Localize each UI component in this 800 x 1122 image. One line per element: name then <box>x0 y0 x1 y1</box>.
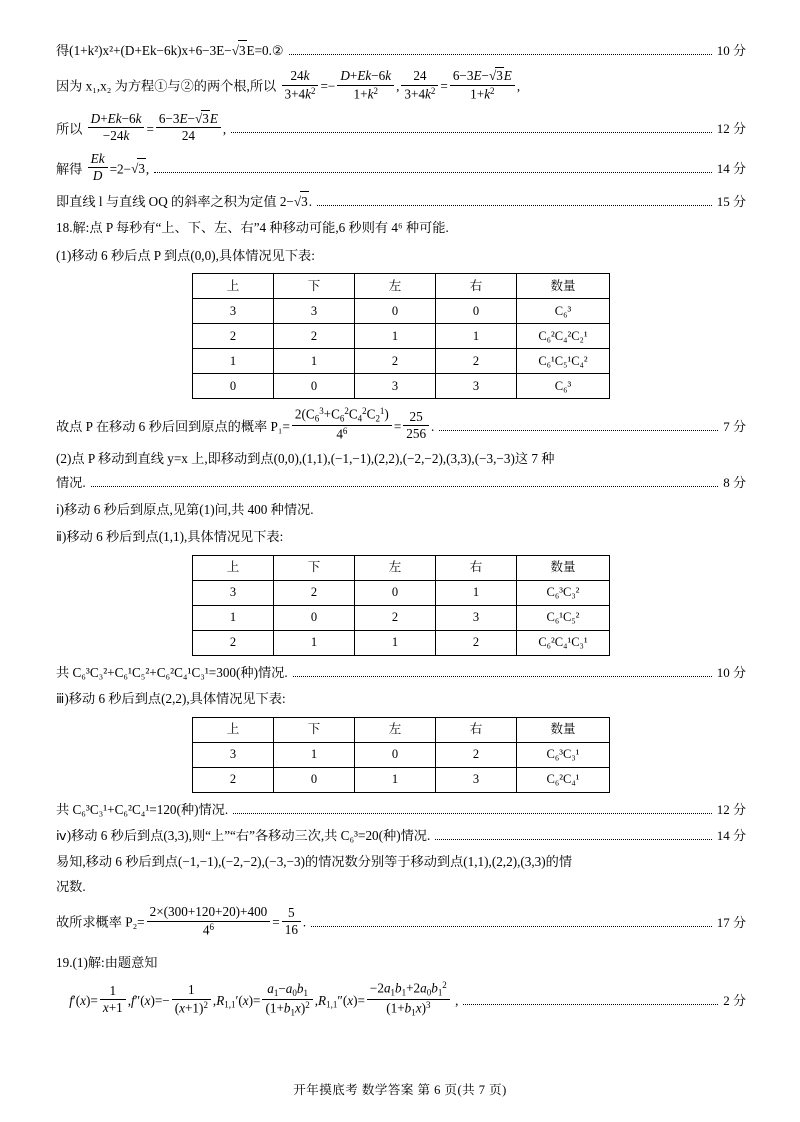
table-row <box>193 299 610 324</box>
score-2: 2 分 <box>723 993 746 1009</box>
frac-5-16: $\frac{5}{16}$ <box>282 905 301 939</box>
col-up: 上 <box>193 717 274 742</box>
equation-2-lead: 因为 x₁,x₂ 为方程①与②的两个根,所以 <box>56 79 277 95</box>
table-row <box>193 324 610 349</box>
frac-prob1: $\frac{2(C_6^3+C_6^2C_4^2C_2^1)}{4^6}$ <box>292 406 392 443</box>
equation-line-1 <box>56 40 746 61</box>
cell-down: 1 <box>274 630 355 655</box>
frac-1-over-xplus1: $\frac{1}{x+1}$ <box>100 983 126 1017</box>
q18-probability-1-line <box>56 406 746 443</box>
col-up: 上 <box>193 555 274 580</box>
col-down: 下 <box>274 555 355 580</box>
cell-right: 2 <box>436 630 517 655</box>
cell-down: 1 <box>274 349 355 374</box>
q19-derivatives-line <box>56 980 746 1018</box>
frac-6-3E-sqrt3E-over-24: $\frac{6-3E-√3E}{24}$ <box>156 110 221 145</box>
table-move-to-2-2 <box>192 717 610 793</box>
q18-case-i: ⅰ)移动 6 秒后到原点,见第(1)问,共 400 种情况. <box>56 501 314 517</box>
answer-page <box>56 40 746 1024</box>
cell-left: 3 <box>355 374 436 399</box>
cell-down: 0 <box>274 767 355 792</box>
q18-case-iii: ⅲ)移动 6 秒后到点(2,2),具体情况见下表: <box>56 691 286 707</box>
q18-part2-tail: 情况. <box>56 475 86 491</box>
cell-count: C₆²C₄¹ <box>517 767 610 792</box>
table-row <box>193 742 610 767</box>
col-up: 上 <box>193 274 274 299</box>
score-7: 7 分 <box>723 419 746 435</box>
score-17: 17 分 <box>716 915 746 931</box>
table-move-to-origin <box>192 273 610 399</box>
q18-part1: (1)移动 6 秒后点 P 到点(0,0),具体情况见下表: <box>56 247 315 263</box>
q19-derivatives: f′(x)= $\frac{1}{x+1}$ ,f″(x)=− $\frac{1}{(x+1)^2}$ $,R_{1,1}'(x)=$ $\frac{a_1-a_0b_1}{(1+b_1x)^2}$ $,R_{1,1}''(x)=$ $\frac{-2a_1b_1+2a_0b_1^2}{(1+b_1x)^3}$ , <box>69 980 459 1018</box>
q18-probability-2: 故所求概率 P₂= $\frac{2\times(300+120+20)+400}{4^6}$ = $\frac{5}{16}$ . <box>56 904 307 938</box>
q18-part2-cont <box>56 473 746 493</box>
sqrt-3-icon: √3 <box>131 158 146 179</box>
frac-R11-double-prime: $\frac{-2a_1b_1+2a_0b_1^2}{(1+b_1x)^3}$ <box>367 980 450 1018</box>
equation-3-text: 所以 $\frac{D+Ek-6k}{-24k}$ = $\frac{6-3E-√3E}{24}$ , <box>56 110 227 144</box>
cell-up: 3 <box>193 580 274 605</box>
cell-down: 0 <box>274 374 355 399</box>
cell-count: C₆³ <box>517 299 610 324</box>
cell-right: 3 <box>436 605 517 630</box>
table-header-row <box>193 274 610 299</box>
col-right: 右 <box>436 717 517 742</box>
cell-left: 2 <box>355 349 436 374</box>
cell-left: 0 <box>355 299 436 324</box>
cell-count: C₆³ <box>517 374 610 399</box>
cell-count: C₆¹C₅¹C₄² <box>517 349 610 374</box>
cell-up: 0 <box>193 374 274 399</box>
score-15: 15 分 <box>716 193 746 209</box>
dot-leader <box>435 839 711 840</box>
cell-up: 2 <box>193 630 274 655</box>
cell-count: C₆¹C₅² <box>517 605 610 630</box>
table-row <box>193 630 610 655</box>
score-10: 10 分 <box>716 43 746 58</box>
score-12: 12 分 <box>716 121 746 137</box>
cell-down: 0 <box>274 605 355 630</box>
col-left: 左 <box>355 717 436 742</box>
frac-D-Ek-6k-over-minus24k: $\frac{D+Ek-6k}{-24k}$ <box>88 111 145 145</box>
q18-case-iv-line <box>56 826 746 846</box>
cell-right: 1 <box>436 324 517 349</box>
frac-24k-over-3plus4k2: $\frac{24k}{3+4k^2}$ <box>282 68 319 102</box>
equation-line-3 <box>56 110 746 145</box>
col-down: 下 <box>274 717 355 742</box>
cell-count: C₆³C₃¹ <box>517 742 610 767</box>
dot-leader <box>91 486 719 487</box>
q18-symmetry-note-tail: 况数. <box>56 878 86 894</box>
page-footer: 开年摸底考 数学答案 第 6 页(共 7 页) <box>293 1083 507 1097</box>
cell-left: 2 <box>355 605 436 630</box>
q18-part2: (2)点 P 移动到直线 y=x 上,即移动到点(0,0),(1,1),(−1,−1),(2,2),(−2,−2),(3,3),(−3,−3)这 7 种 <box>56 450 555 466</box>
frac-1-over-xplus1-sq: $\frac{1}{(x+1)^2}$ <box>172 982 211 1016</box>
dot-leader <box>439 430 718 431</box>
dot-leader <box>154 172 712 173</box>
cell-down: 2 <box>274 580 355 605</box>
cell-down: 3 <box>274 299 355 324</box>
equation-line-5 <box>56 191 746 212</box>
q18-heading: 18.解:点 P 每秒有“上、下、左、右”4 种移动可能,6 秒则有 4⁶ 种可能. <box>56 220 449 236</box>
cell-left: 1 <box>355 324 436 349</box>
cell-left: 1 <box>355 767 436 792</box>
q18-probability-2-line <box>56 904 746 938</box>
cell-up: 1 <box>193 349 274 374</box>
frac-25-256: $\frac{25}{256}$ <box>403 409 429 443</box>
col-count: 数量 <box>517 717 610 742</box>
col-left: 左 <box>355 555 436 580</box>
frac-D-Ek-6k-over-1plusk2: $\frac{D+Ek-6k}{1+k^2}$ <box>337 68 394 102</box>
cell-down: 2 <box>274 324 355 349</box>
table-row <box>193 767 610 792</box>
frac-6-3E-sqrt3E-over-1plusk2: $\frac{6-3E-√3E}{1+k^2}$ <box>450 67 515 102</box>
cell-up: 2 <box>193 324 274 349</box>
cell-right: 1 <box>436 580 517 605</box>
dot-leader <box>289 54 712 55</box>
q18-case-ii: ⅱ)移动 6 秒后到点(1,1),具体情况见下表: <box>56 529 284 545</box>
cell-left: 1 <box>355 630 436 655</box>
cell-right: 0 <box>436 299 517 324</box>
dot-leader <box>463 1004 718 1005</box>
cell-up: 2 <box>193 767 274 792</box>
cell-up: 1 <box>193 605 274 630</box>
cell-left: 0 <box>355 742 436 767</box>
q18-case-iii-total-line <box>56 800 746 820</box>
equation-5-text: 即直线 l 与直线 OQ 的斜率之积为定值 2−√3. <box>56 191 312 212</box>
cell-right: 2 <box>436 742 517 767</box>
table-header-row <box>193 555 610 580</box>
dot-leader <box>231 132 712 133</box>
score-14: 14 分 <box>716 161 746 177</box>
q18-case-iv: ⅳ)移动 6 秒后到点(3,3),则“上”“右”各移动三次,共 C₆³=20(种)情况. <box>56 828 431 843</box>
equation-line-2: 因为 x₁,x₂ 为方程①与②的两个根,所以 $\frac{24k}{3+4k^2}$ =− $\frac{D+Ek-6k}{1+k^2}$ , $\frac{24}{3+4k^2}$ = $\frac{6-3E-√3E}{1+k^2}$ , <box>56 68 521 102</box>
col-right: 右 <box>436 555 517 580</box>
score-12b: 12 分 <box>716 801 746 817</box>
table-move-to-1-1 <box>192 555 610 656</box>
equation-line-4 <box>56 151 746 185</box>
q18-case-ii-total-line <box>56 663 746 683</box>
col-right: 右 <box>436 274 517 299</box>
cell-count: C₆²C₄²C₂¹ <box>517 324 610 349</box>
equation-4-text: 解得 $\frac{Ek}{D}$ =2−√3, <box>56 150 150 184</box>
q18-symmetry-note: 易知,移动 6 秒后到点(−1,−1),(−2,−2),(−3,−3)的情况数分别等于移动到点(1,1),(2,2),(3,3)的情 <box>56 854 573 870</box>
cell-count: C₆²C₄¹C₃¹ <box>517 630 610 655</box>
sqrt-3-icon: √3 <box>232 40 247 61</box>
table-row <box>193 349 610 374</box>
frac-prob2: $\frac{2\times(300+120+20)+400}{4^6}$ <box>147 904 271 938</box>
dot-leader <box>317 205 712 206</box>
sqrt-3-icon: √3 <box>294 191 309 212</box>
col-count: 数量 <box>517 274 610 299</box>
score-10b: 10 分 <box>716 664 746 680</box>
score-8: 8 分 <box>723 475 746 491</box>
cell-right: 3 <box>436 767 517 792</box>
q18-probability-1: 故点 P 在移动 6 秒后回到原点的概率 P₁= $\frac{2(C_6^3+C_6^2C_4^2C_2^1)}{4^6}$ = $\frac{25}{256}$ . <box>56 406 435 442</box>
cell-right: 2 <box>436 349 517 374</box>
table-row <box>193 605 610 630</box>
q19-heading: 19.(1)解:由题意知 <box>56 954 158 970</box>
frac-R11-prime: $\frac{a_1-a_0b_1}{(1+b_1x)^2}$ <box>262 981 312 1019</box>
cell-up: 3 <box>193 742 274 767</box>
col-left: 左 <box>355 274 436 299</box>
cell-left: 0 <box>355 580 436 605</box>
frac-24-over-3plus4k2: $\frac{24}{3+4k^2}$ <box>401 68 438 102</box>
col-down: 下 <box>274 274 355 299</box>
frac-Ek-over-D: $\frac{Ek}{D}$ <box>88 151 108 185</box>
q18-case-iii-total: 共 C₆³C₃¹+C₆²C₄¹=120(种)情况. <box>56 801 229 817</box>
q18-case-ii-total: 共 C₆³C₃²+C₆¹C₅²+C₆²C₄¹C₃¹=300(种)情况. <box>56 664 288 680</box>
dot-leader <box>311 926 712 927</box>
cell-down: 1 <box>274 742 355 767</box>
cell-count: C₆³C₃² <box>517 580 610 605</box>
dot-leader <box>293 676 712 677</box>
equation-1-text: 得(1+k²)x²+(D+Ek−6k)x+6−3E−√3E=0.② <box>56 40 284 61</box>
table-row <box>193 580 610 605</box>
col-count: 数量 <box>517 555 610 580</box>
cell-right: 3 <box>436 374 517 399</box>
table-row <box>193 374 610 399</box>
score-14b: 14 分 <box>716 828 746 843</box>
table-header-row <box>193 717 610 742</box>
dot-leader <box>233 813 712 814</box>
cell-up: 3 <box>193 299 274 324</box>
